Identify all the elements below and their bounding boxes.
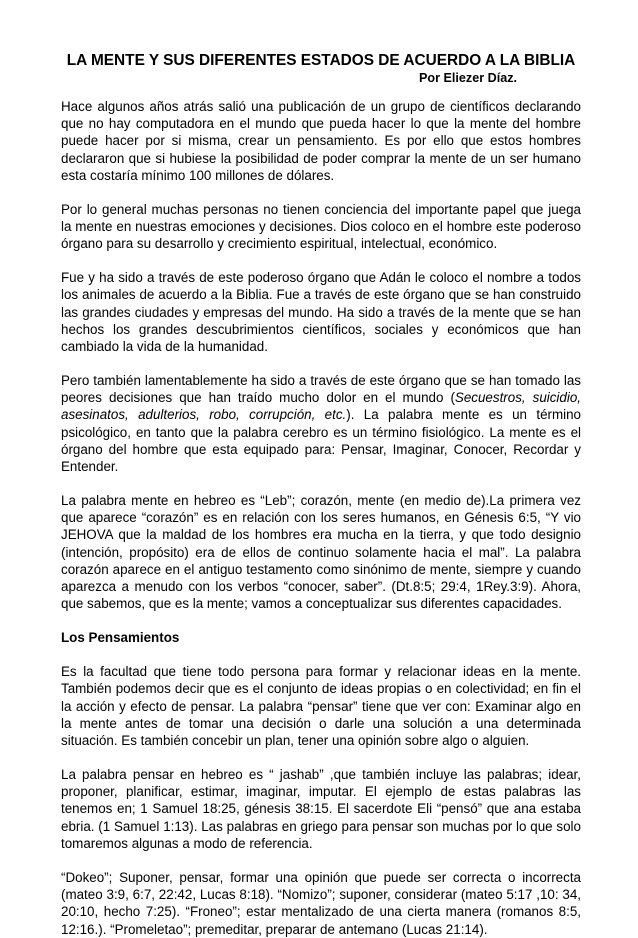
paragraph-5: La palabra mente en hebreo es “Leb”; corazón, mente (en medio de).La primera vez que aparece “corazón” es en relación con los seres humanos, en Génesis 6:5, “Y vio JEHOVA que la maldad de los hombres era mucha en la tierra, y que todo designio (intención, propósito) era de ellos de continuo solamente hacia el mal”. La palabra corazón aparece en el antiguo testamento como sinónimo de mente, siempre y cuando aparezca a menudo con los verbos “conocer, saber”. (Dt.8:5; 29:4, 1Rey.3:9). Ahora, que sabemos, que es la mente; vamos a conceptualizar sus diferentes capacidades. [61,493,581,612]
paragraph-3: Fue y ha sido a través de este poderoso órgano que Adán le coloco el nombre a todos los animales de acuerdo a la Biblia. Fue a través de este órgano que se han construido las grandes ciudades y empresas del mundo. Ha sido a través de la mente que se han hechos los grandes descubrimientos científicos, sociales y económicos que han cambiado la vida de la humanidad. [61,270,581,355]
paragraph-4-text-before: Pero también lamentablemente ha sido a través de este órgano que se han tomado las peores decisiones que han traído mucho dolor en el mundo ( [61,373,581,406]
paragraph-1: Hace algunos años atrás salió una publicación de un grupo de científicos declarando que no hay computadora en el mundo que pueda hacer lo que la mente del hombre puede hacer por si misma, crear un pensamiento. Es por ello que estos hombres declararon que si hubiese la posibilidad de poder comprar la mente de un ser humano esta costaría mínimo 100 millones de dólares. [61,99,581,183]
paragraph-2: Por lo general muchas personas no tienen conciencia del importante papel que juega la mente en nuestras emociones y decisiones. Dios coloco en el hombre este poderoso órgano para su desarrollo y crecimiento espiritual, intelectual, económico. [61,201,581,252]
document-title: LA MENTE Y SUS DIFERENTES ESTADOS DE ACUERDO A LA BIBLIA [66,52,576,69]
section-paragraph-1: Es la facultad que tiene todo persona para formar y relacionar ideas en la mente. También podemos decir que es el conjunto de ideas propias o en colectividad; en fin el la acción y efecto de pensar. La palabra “pensar” tiene que ver con: Examinar algo en la mente antes de tomar una decisión o darle una solución a una determinada situación. Es también concebir un plan, tener una opinión sobre algo o alguien. [61,664,581,749]
document-author: Por Eliezer Díaz. [419,71,517,85]
paragraph-4-italic-list: Secuestros, suicidio, asesinatos, adulterios, robo, corrupción, etc. [61,390,581,423]
section-heading: Los Pensamientos [61,630,180,646]
section-paragraph-3: “Dokeo”; Suponer, pensar, formar una opinión que puede ser correcta o incorrecta (mateo 3:9, 6:7, 22:42, Lucas 8:18). “Nomizo”; suponer, considerar (mateo 5:17 ,10: 34, 20:10, hecho 7:25). “Froneo”; estar mentalizado de una cierta manera (romanos 8:5, 12:16.). “Promeletao”; premeditar, preparar de antemano (Lucas 21:14). [61,869,581,937]
paragraph-4-text-after: ). La palabra mente es un término psicológico, en tanto que la palabra cerebro es un término fisiológico. La mente es el órgano del hombre que esta equipado para: Pensar, Imaginar, Conocer, Recordar y Entender. [61,407,581,475]
paragraph-4 [61,372,581,475]
section-paragraph-2: La palabra pensar en hebreo es “ jashab” ,que también incluye las palabras; idear, proponer, planificar, estimar, imaginar, imputar. El ejemplo de estas palabras las tenemos en; 1 Samuel 18:25, génesis 38:15. El sacerdote Eli “pensó” que ana estaba ebria. (1 Samuel 1:13). Las palabras en griego para pensar son muchas por lo que solo tomaremos algunas a modo de referencia. [61,767,581,851]
